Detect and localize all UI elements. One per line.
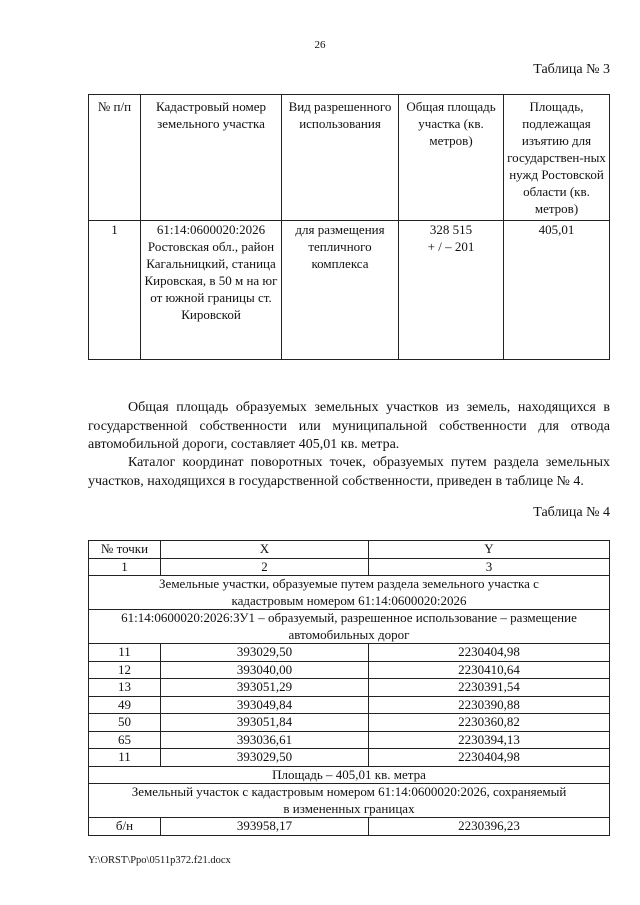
table-row: [89, 644, 610, 662]
point-x: 393036,61: [161, 731, 369, 749]
table3-header-seized: Площадь, подлежащая изъятию для государствен-ных нужд Ростовской области (кв. метров): [504, 95, 610, 221]
table4: [88, 540, 610, 836]
point-y: 2230410,64: [369, 661, 610, 679]
table3: [88, 94, 610, 360]
table4-header-row: [89, 541, 610, 559]
point-number: 11: [89, 644, 161, 662]
table-row: [89, 731, 610, 749]
point-number: 50: [89, 714, 161, 732]
table4-header-x: X: [161, 541, 369, 559]
point-number: 65: [89, 731, 161, 749]
table-row: [89, 679, 610, 697]
point-x: 393051,84: [161, 714, 369, 732]
table3-header-num: № п/п: [89, 95, 141, 221]
table3-cell-num: 1: [89, 221, 141, 360]
point-x: 393040,00: [161, 661, 369, 679]
table-row: [89, 661, 610, 679]
table4-caption: Таблица № 4: [533, 505, 610, 520]
table-row: [89, 696, 610, 714]
point-x: 393029,50: [161, 749, 369, 767]
table3-cell-area: [399, 221, 504, 360]
table-row: [89, 818, 610, 836]
table3-header-area: Общая площадь участка (кв. метров): [399, 95, 504, 221]
point-x: 393958,17: [161, 818, 369, 836]
point-x: 393049,84: [161, 696, 369, 714]
point-y: 2230404,98: [369, 644, 610, 662]
paragraph-total-area-text: Общая площадь образуемых земельных участков из земель, находящихся в государственной собственности или муниципальной собственности для отвода автомобильной дороги, составляет 405,01 кв. метра.: [88, 400, 610, 452]
table3-area-tolerance: + / – 201: [427, 239, 475, 254]
point-y: 2230396,23: [369, 818, 610, 836]
point-x: 393029,50: [161, 644, 369, 662]
point-number: 13: [89, 679, 161, 697]
point-x: 393051,29: [161, 679, 369, 697]
point-number: 11: [89, 749, 161, 767]
table3-cadastral-number: 61:14:0600020:2026: [156, 222, 266, 237]
table4-header-point: № точки: [89, 541, 161, 559]
table3-cell-cadastral: [141, 221, 282, 360]
table4-section2-title: Земельный участок с кадастровым номером 61:14:0600020:2026, сохраняемый в измененных границах: [89, 784, 610, 818]
point-y: 2230391,54: [369, 679, 610, 697]
table4-area-row: [89, 766, 610, 784]
table3-caption: Таблица № 3: [533, 62, 610, 77]
point-number: б/н: [89, 818, 161, 836]
table3-cell-use: для размещения тепличного комплекса: [282, 221, 399, 360]
table4-index-2: 2: [161, 558, 369, 576]
point-number: 12: [89, 661, 161, 679]
table4-subsection-row: [89, 610, 610, 644]
table4-section-row: [89, 576, 610, 610]
point-y: 2230394,13: [369, 731, 610, 749]
table3-header-row: [89, 95, 610, 221]
table4-section1-title: Земельные участки, образуемые путем раздела земельного участка с кадастровым номером 61:14:0600020:2026: [89, 576, 610, 610]
page-number: 26: [314, 39, 326, 51]
paragraph-catalog-text: Каталог координат поворотных точек, образуемых путем раздела земельных участков, находящихся в государственной собственности, приведен в таблице № 4.: [88, 455, 610, 489]
paragraph-catalog: [88, 454, 610, 491]
table4-section-row: [89, 784, 610, 818]
table4-index-1: 1: [89, 558, 161, 576]
table3-cadastral-location: Ростовская обл., район Кагальницкий, станица Кировская, в 50 м на юг от южной границы ст. Кировской: [144, 239, 278, 322]
footer-file-path: Y:\ORST\Ppo\0511p372.f21.docx: [88, 855, 231, 866]
table4-area-text: Площадь – 405,01 кв. метра: [89, 766, 610, 784]
table4-index-row: [89, 558, 610, 576]
table-row: [89, 749, 610, 767]
point-y: 2230390,88: [369, 696, 610, 714]
table4-subsection-title: 61:14:0600020:2026:ЗУ1 – образуемый, разрешенное использование – размещение автомобильных дорог: [89, 610, 610, 644]
point-number: 49: [89, 696, 161, 714]
table3-header-use: Вид разрешенного использования: [282, 95, 399, 221]
table3-header-cadastral: Кадастровый номер земельного участка: [141, 95, 282, 221]
table-row: [89, 221, 610, 360]
table4-index-3: 3: [369, 558, 610, 576]
table-row: [89, 714, 610, 732]
paragraph-total-area: [88, 399, 610, 455]
table3-area-value: 328 515: [429, 222, 473, 237]
table3-cell-seized: 405,01: [504, 221, 610, 360]
table4-header-y: Y: [369, 541, 610, 559]
point-y: 2230360,82: [369, 714, 610, 732]
point-y: 2230404,98: [369, 749, 610, 767]
